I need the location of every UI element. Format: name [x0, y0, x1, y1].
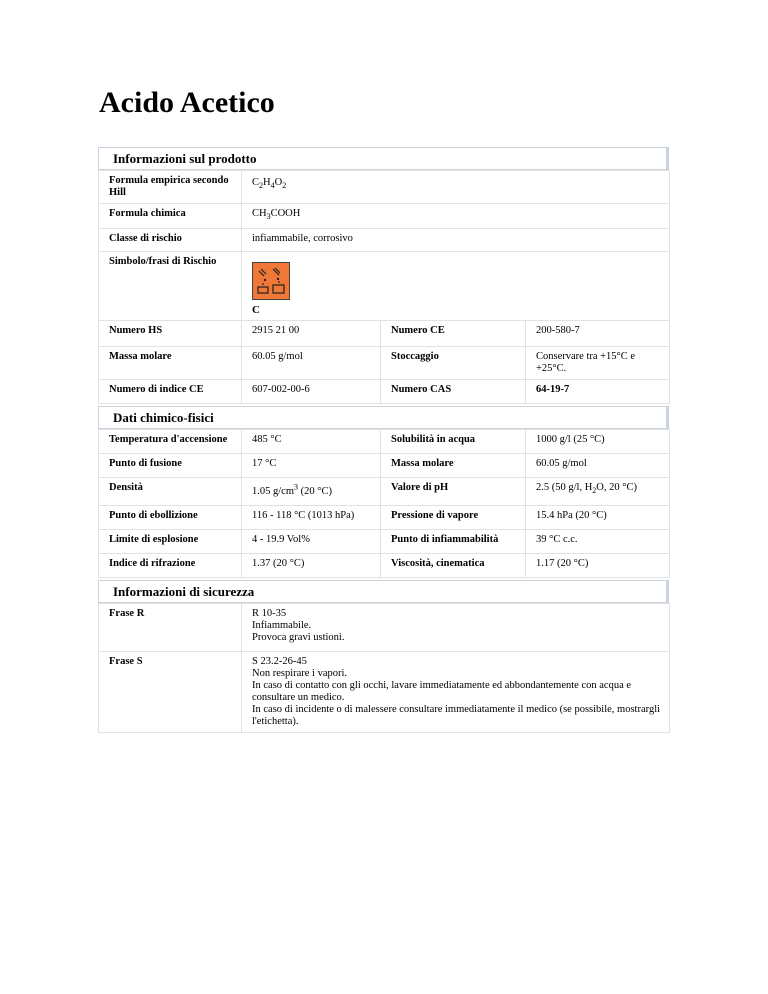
refraction-value: 1.37 (20 °C)	[242, 554, 381, 578]
hill-label: Formula empirica secondo Hill	[99, 171, 242, 204]
table-row	[99, 347, 670, 380]
section-header-product: Informazioni sul prodotto	[98, 147, 669, 170]
ph-value: 2.5 (50 g/l, $H_2O$, 20 °C)	[526, 478, 670, 506]
ignition-label: Temperatura d'accensione	[99, 430, 242, 454]
table-row	[99, 380, 670, 404]
table-row	[99, 604, 670, 652]
chem-formula-label: Formula chimica	[99, 204, 242, 229]
hazard-letter: C	[252, 304, 260, 316]
molar-value: 60.05 g/mol	[242, 347, 381, 380]
refraction-label: Indice di rifrazione	[99, 554, 242, 578]
page-title: Acido Acetico	[99, 86, 275, 119]
table-row	[99, 430, 670, 454]
density-label: Densità	[99, 478, 242, 506]
risk-class-value: infiammabile, corrosivo	[242, 229, 670, 252]
table-row	[99, 252, 670, 321]
flash-label: Punto di infiammabilità	[381, 530, 526, 554]
solubility-value: 1000 g/l (25 °C)	[526, 430, 670, 454]
chem-formula-value: $CH_3COOH$	[242, 204, 670, 229]
safety-table	[98, 603, 670, 733]
section-header-safety: Informazioni di sicurezza	[98, 580, 669, 603]
vapor-value: 15.4 hPa (20 °C)	[526, 506, 670, 530]
table-row	[99, 454, 670, 478]
symbol-cell	[242, 252, 670, 321]
storage-label: Stoccaggio	[381, 347, 526, 380]
table-row	[99, 204, 670, 229]
vapor-label: Pressione di vapore	[381, 506, 526, 530]
ph-label: Valore di pH	[381, 478, 526, 506]
viscosity-label: Viscosità, cinematica	[381, 554, 526, 578]
ce-label: Numero CE	[381, 321, 526, 347]
table-row	[99, 229, 670, 252]
melting-value: 17 °C	[242, 454, 381, 478]
storage-value: Conservare tra +15°C e +25°C.	[526, 347, 670, 380]
data-sheet	[98, 147, 669, 733]
cas-value: 64-19-7	[526, 380, 670, 404]
molar-label: Massa molare	[99, 347, 242, 380]
index-value: 607-002-00-6	[242, 380, 381, 404]
explosion-label: Limite di esplosione	[99, 530, 242, 554]
table-row	[99, 321, 670, 347]
molar-value-2: 60.05 g/mol	[526, 454, 670, 478]
flash-value: 39 °C c.c.	[526, 530, 670, 554]
boiling-label: Punto di ebollizione	[99, 506, 242, 530]
hill-value: $C_2H_4O_2$	[242, 171, 670, 204]
boiling-value: 116 - 118 °C (1013 hPa)	[242, 506, 381, 530]
explosion-value: 4 - 19.9 Vol%	[242, 530, 381, 554]
section-header-physchem: Dati chimico-fisici	[98, 406, 669, 429]
hs-label: Numero HS	[99, 321, 242, 347]
table-row	[99, 530, 670, 554]
corrosive-hazard-icon	[252, 262, 290, 300]
solubility-label: Solubilità in acqua	[381, 430, 526, 454]
index-label: Numero di indice CE	[99, 380, 242, 404]
risk-class-label: Classe di rischio	[99, 229, 242, 252]
ignition-value: 485 °C	[242, 430, 381, 454]
s-phrase-value: S 23.2-26-45 Non respirare i vapori. In caso di contatto con gli occhi, lavare immediatamente ed abbondantemente con acqua e consultare un medico. In caso di incidente o di malessere consultare immediatamente il medico (se possibile, mostrargli l'etichetta).	[242, 652, 670, 733]
molar-label-2: Massa molare	[381, 454, 526, 478]
table-row	[99, 506, 670, 530]
density-value: 1.05 $g/cm^3$ (20 °C)	[242, 478, 381, 506]
symbol-label: Simbolo/frasi di Rischio	[99, 252, 242, 321]
s-phrase-label: Frase S	[99, 652, 242, 733]
physchem-table	[98, 429, 670, 578]
table-row	[99, 478, 670, 506]
product-table	[98, 170, 670, 404]
ce-value: 200-580-7	[526, 321, 670, 347]
table-row	[99, 554, 670, 578]
r-phrase-value: R 10-35 Infiammabile. Provoca gravi ustioni.	[242, 604, 670, 652]
melting-label: Punto di fusione	[99, 454, 242, 478]
r-phrase-label: Frase R	[99, 604, 242, 652]
viscosity-value: 1.17 (20 °C)	[526, 554, 670, 578]
hs-value: 2915 21 00	[242, 321, 381, 347]
table-row	[99, 652, 670, 733]
table-row	[99, 171, 670, 204]
cas-label: Numero CAS	[381, 380, 526, 404]
